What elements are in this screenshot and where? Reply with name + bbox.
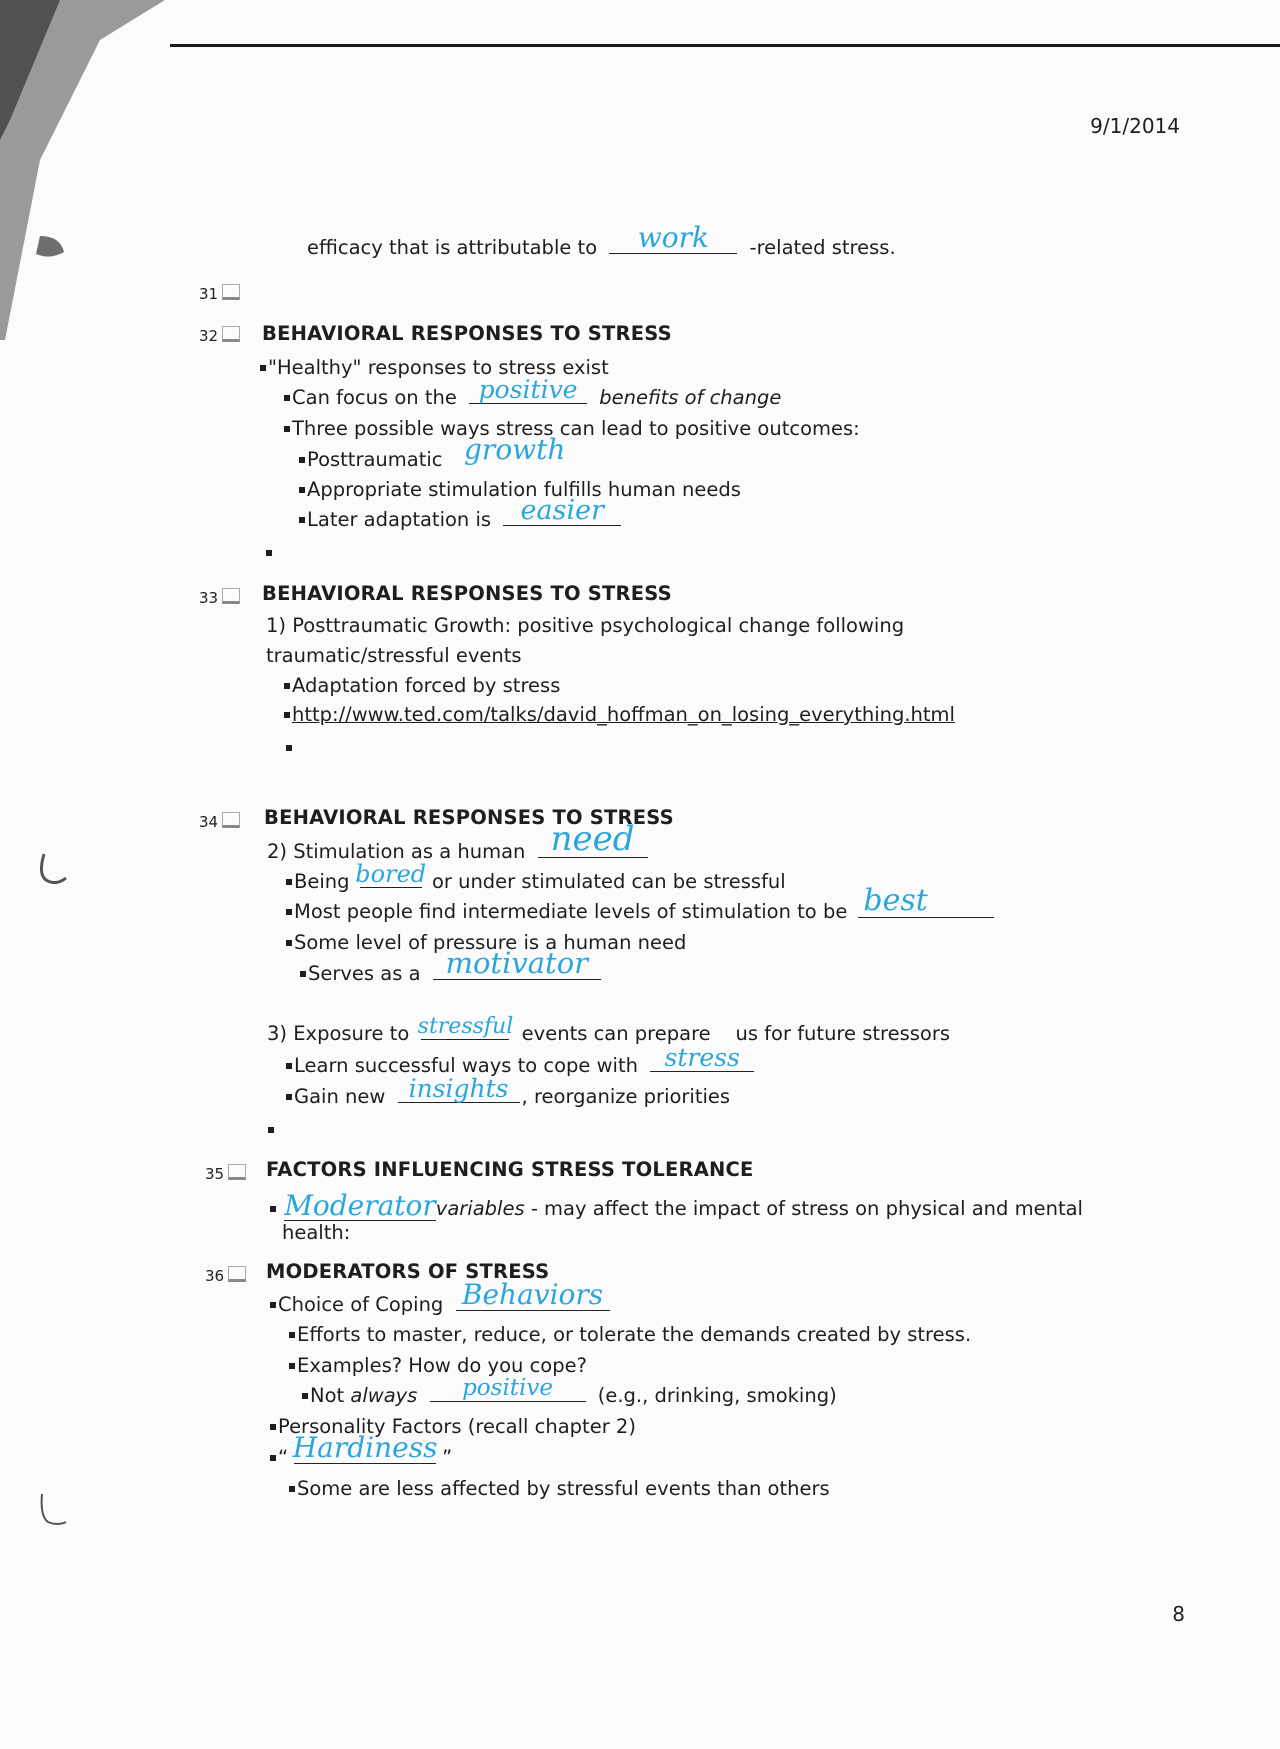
answer-blank [292,1431,438,1464]
bullet-line: Choice of Coping Behaviors [270,1295,616,1315]
handwritten-answer: Moderator [284,1189,436,1222]
answer-blank [355,860,427,888]
slide-number-33: 33 [199,588,240,606]
answer-blank [455,433,575,466]
empty-bullet [286,738,294,758]
bullet-line: Serves as a motivator [300,964,607,984]
intro-line [307,221,896,259]
bullet-icon [289,1363,295,1369]
slide-number-31: 31 [199,284,240,302]
date: 9/1/2014 [1090,114,1180,138]
bullet-icon [289,1486,295,1492]
bullet-icon [284,426,290,432]
slide-icon [222,588,240,604]
bullet-line: Not always positive (e.g., drinking, smoking) [302,1386,837,1406]
handwritten-answer: Hardiness [292,1431,438,1464]
bullet-icon [300,971,306,977]
slide-icon [228,1164,246,1180]
text-line: health: [282,1221,351,1244]
handwritten-answer: positive [478,375,578,404]
bullet-icon [284,712,290,718]
slide-heading: MODERATORS OF STRESS [266,1260,550,1283]
bullet-line: Posttraumatic growth [299,450,581,470]
bullet-icon [260,365,266,371]
bullet-line: Efforts to master, reduce, or tolerate the demands created by stress. [289,1325,971,1345]
answer-blank [858,883,994,918]
answer-blank [456,1278,610,1311]
text-line: 3) Exposure to stressful events can prepare us for future stressors [267,1014,951,1045]
bullet-icon [286,745,292,751]
bullet-line: Being bored or under stimulated can be stressful [286,872,786,892]
binder-hole-shadow [32,1490,72,1540]
handwritten-answer: Behaviors [461,1278,604,1311]
bullet-line: Examples? How do you cope? [289,1356,587,1376]
bullet-line: Some level of pressure is a human need [286,933,686,953]
answer-blank [433,946,601,980]
text-line: 1) Posttraumatic Growth: positive psychological change following [266,614,905,637]
bullet-line: Three possible ways stress can lead to positive outcomes: [284,419,860,439]
answer-blank [469,375,587,404]
bullet-icon [268,1127,274,1133]
bullet-icon [270,1424,276,1430]
bullet-line: Gain new insights , reorganize priorities [286,1087,730,1107]
answer-blank [503,495,621,526]
bullet-icon [286,1063,292,1069]
bullet-line: "Healthy" responses to stress exist [260,358,609,378]
bullet-line: Most people find intermediate levels of stimulation to be best [286,902,998,922]
bullet-line: Personality Factors (recall chapter 2) [270,1417,636,1437]
slide-number-32: 32 [199,326,240,344]
empty-bullet [268,1120,276,1140]
slide-heading: FACTORS INFLUENCING STRESS TOLERANCE [266,1158,754,1181]
handwritten-answer: need [550,819,635,859]
text-line: traumatic/stressful events [266,644,522,667]
bullet-icon [299,457,305,463]
ted-talk-link[interactable]: http://www.ted.com/talks/david_hoffman_on_losing_everything.html [292,703,955,726]
answer-blank [609,221,737,254]
slide-number-34: 34 [199,812,240,830]
bullet-icon [266,550,272,556]
answer-blank [650,1043,754,1072]
answer-blank [538,819,648,859]
handwritten-answer: bored [355,860,427,888]
bullet-icon [299,487,305,493]
bullet-line [284,705,955,725]
binder-hole-shadow [32,848,72,898]
scan-corner-shadow [0,0,200,360]
handwritten-answer: positive [462,1375,554,1401]
slide-icon [222,326,240,342]
answer-blank [430,1375,586,1402]
handwritten-answer: stress [664,1043,740,1072]
bullet-icon [286,879,292,885]
handwritten-answer: insights [408,1074,509,1103]
slide-heading: BEHAVIORAL RESPONSES TO STRESS [262,582,672,605]
slide-icon [228,1266,246,1282]
bullet-line: Adaptation forced by stress [284,676,560,696]
handwritten-answer: growth [464,433,566,466]
slide-number-36: 36 [205,1266,246,1284]
bullet-icon [270,1455,276,1461]
bullet-icon [299,517,305,523]
empty-bullet [266,543,274,563]
bullet-line: Learn successful ways to cope with stress [286,1056,760,1076]
page-number: 8 [1172,1602,1185,1626]
answer-blank [417,1014,514,1040]
handwritten-answer: easier [520,495,604,526]
bullet-icon [270,1302,276,1308]
handwritten-answer: motivator [445,946,589,980]
handwritten-answer: work [637,221,709,254]
slide-icon [222,284,240,300]
bullet-icon [286,940,292,946]
bullet-line: Moderatorvariables - may affect the impact of stress on physical and mental [270,1192,1083,1221]
slide-heading: BEHAVIORAL RESPONSES TO STRESS [262,322,672,345]
bullet-line: Can focus on the positive benefits of change [284,388,781,408]
bullet-icon [284,395,290,401]
text-line: 2) Stimulation as a human need [267,842,654,862]
slide-heading: BEHAVIORAL RESPONSES TO STRESS [264,806,674,829]
slide-icon [222,812,240,828]
bullet-icon [284,683,290,689]
bullet-line: Some are less affected by stressful events than others [289,1479,830,1499]
bullet-icon [286,1094,292,1100]
bullet-icon [286,909,292,915]
intro-suffix: -related stress. [749,236,896,259]
slide-number-35: 35 [205,1164,246,1182]
bullet-line: “ Hardiness ” [270,1448,452,1468]
answer-blank [398,1074,520,1103]
bullet-line: Appropriate stimulation fulfills human needs [299,480,741,500]
bullet-line: Later adaptation is easier [299,510,627,530]
bullet-icon [289,1332,295,1338]
scan-top-edge [170,44,1280,47]
handwritten-answer: stressful [417,1014,514,1039]
bullet-icon [302,1393,308,1399]
handwritten-answer: best [863,883,928,918]
bullet-icon [270,1206,276,1212]
intro-prefix: efficacy that is attributable to [307,236,598,259]
binder-hole-shadow [30,230,70,270]
